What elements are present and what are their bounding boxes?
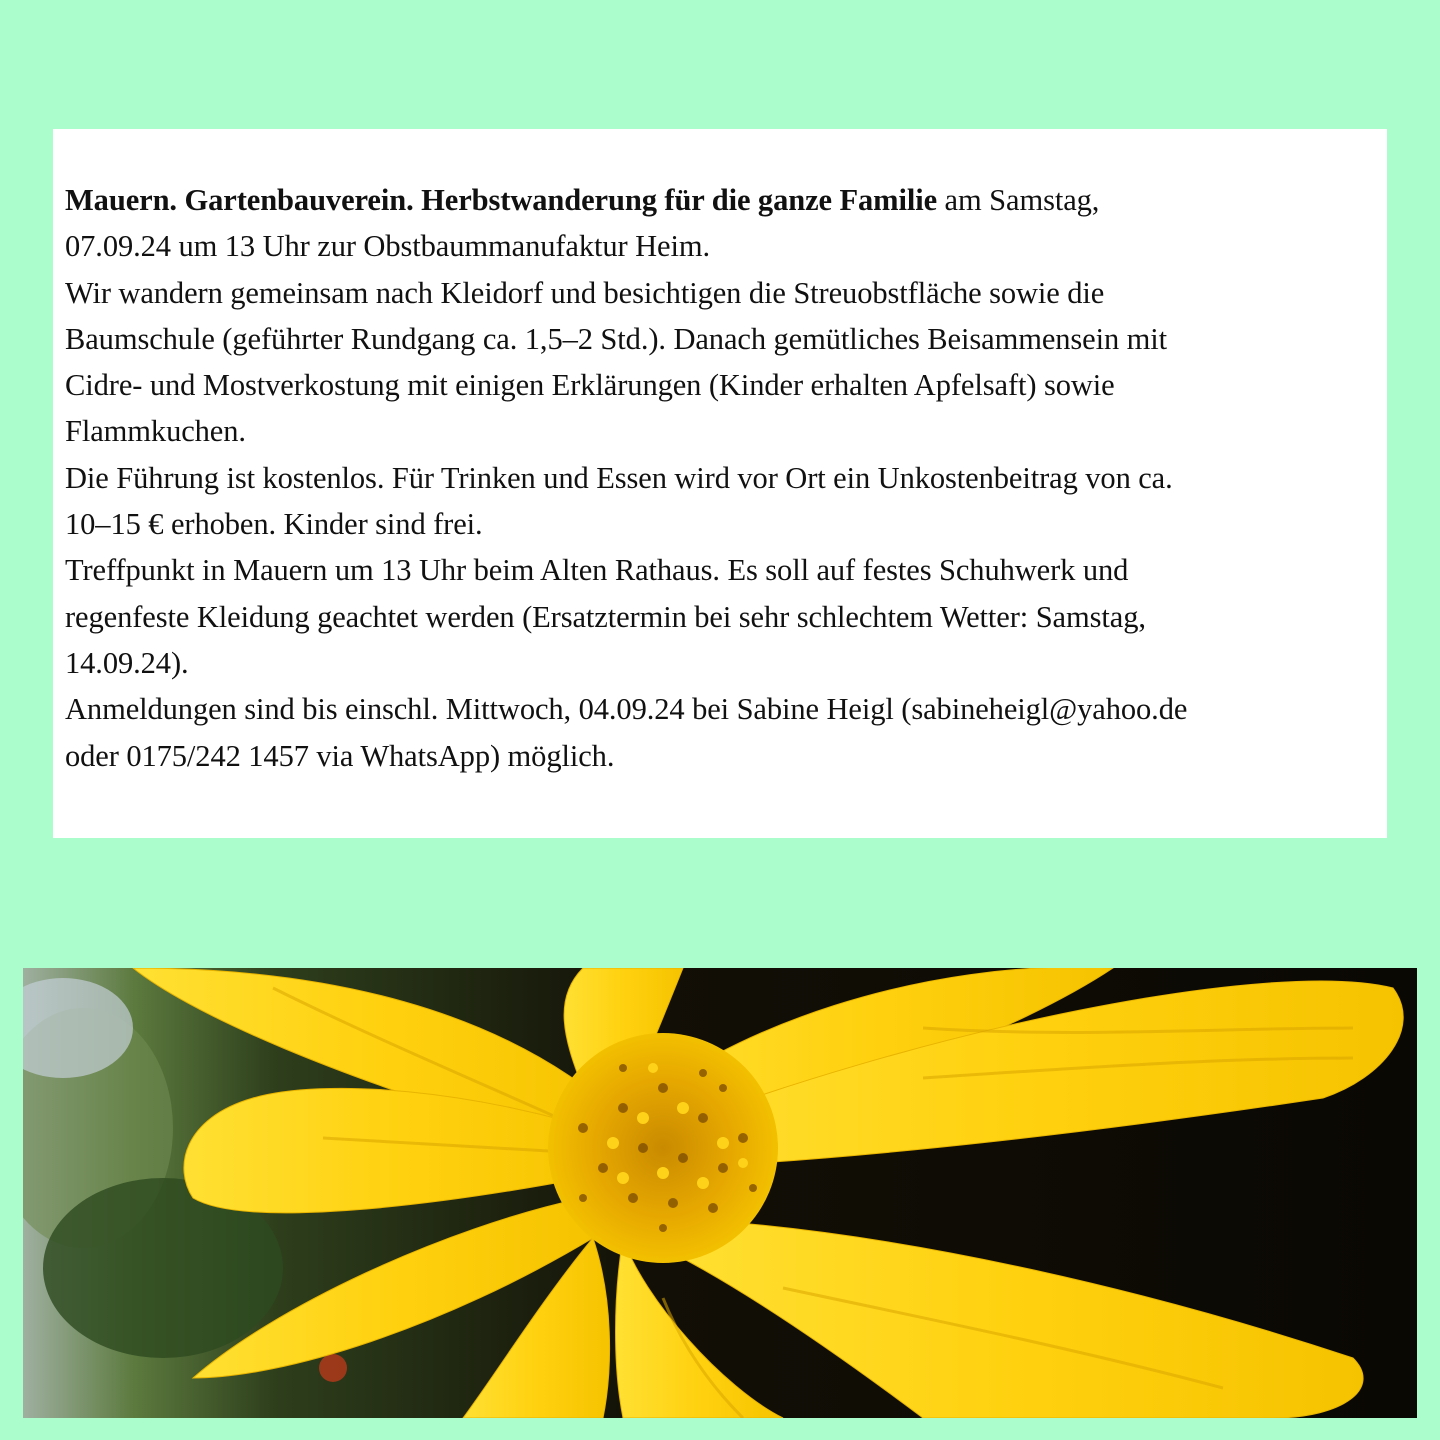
- flower-photo: [23, 968, 1417, 1418]
- announcement-line: Baumschule (geführter Rundgang ca. 1,5–2 Std.). Danach gemütliches Beisammensein mit: [65, 321, 1168, 356]
- announcement-line: regenfeste Kleidung geachtet werden (Ersatztermin bei sehr schlechtem Wetter: Samstag,: [65, 599, 1146, 634]
- announcement-line: 14.09.24).: [65, 645, 189, 680]
- announcement-line: oder 0175/242 1457 via WhatsApp) möglich.: [65, 738, 615, 773]
- announcement-line: Cidre- und Mostverkostung mit einigen Erklärungen (Kinder erhalten Apfelsaft) sowie: [65, 368, 1115, 403]
- yellow-flower-icon: [23, 968, 1417, 1418]
- announcement-line: Anmeldungen sind bis einschl. Mittwoch, 04.09.24 bei Sabine Heigl (sabineheigl@yahoo.de: [65, 692, 1188, 727]
- announcement-line: Wir wandern gemeinsam nach Kleidorf und besichtigen die Streuobstfläche sowie die: [65, 275, 1105, 310]
- announcement-heading-line: [65, 177, 1367, 223]
- announcement-line: Flammkuchen.: [65, 414, 246, 449]
- announcement-line: Treffpunkt in Mauern um 13 Uhr beim Alten Rathaus. Es soll auf festes Schuhwerk und: [65, 553, 1129, 588]
- announcement-heading-bold: Mauern. Gartenbauverein. Herbstwanderung für die ganze Familie: [65, 183, 938, 217]
- announcement-heading-rest: am Samstag,: [937, 183, 1100, 217]
- announcement-card: [53, 129, 1387, 838]
- announcement-line: 10–15 € erhoben. Kinder sind frei.: [65, 507, 483, 542]
- announcement-line: Die Führung ist kostenlos. Für Trinken und Essen wird vor Ort ein Unkostenbeitrag von ca.: [65, 460, 1173, 495]
- announcement-line: 07.09.24 um 13 Uhr zur Obstbaummanufaktur Heim.: [65, 229, 711, 264]
